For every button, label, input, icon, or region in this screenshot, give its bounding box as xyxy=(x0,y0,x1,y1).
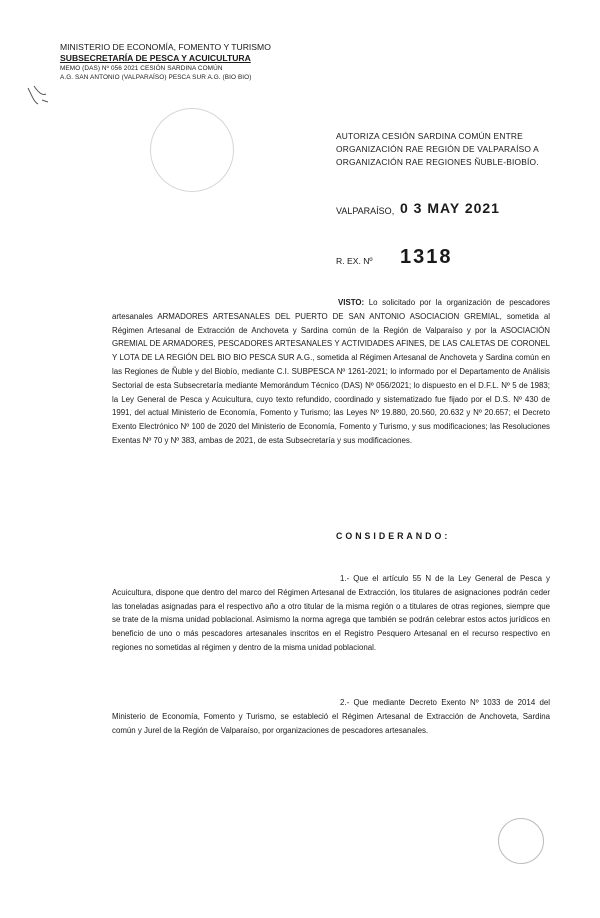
visto-text: Lo solicitado por la organización de pescadores artesanales ARMADORES ARTESANALES DEL PUERTO DE SAN ANTONIO ASOCIACION GREMIAL, sometida al Régimen Artesanal de Extracción de Anchoveta y Sardina común de la Región de Valparaíso y por la ASOCIACIÓN GREMIAL DE ARMADORES, PESCADORES ARTESANALES Y ACTIVIDADES AFINES, DE LAS CALETAS DE CORONEL Y LOTA DE LA REGIÓN DEL BIO BIO PESCA SUR A.G., sometida al Régimen Artesanal de Anchoveta y Sardina común en las Regiones de Ñuble y del Biobío, mediante C.I. SUBPESCA Nº 1261-2021; lo informado por el Departamento de Análisis Sectorial de esta Subsecretaría mediante Memorándum Técnico (DAS) Nº 056/2021; lo dispuesto en el D.F.L. Nº 5 de 1983; la Ley General de Pesca y Acuicultura, cuyo texto refundido, coordinado y sistematizado fue fijado por el D.S. Nº 430 de 1991, del actual Ministerio de Economía, Fomento y Turismo; las Leyes Nº 19.880, 20.560, 20.632 y Nº 20.657; el Decreto Exento Electrónico Nº 100 de 2020 del Ministerio de Economía, Fomento y Turismo, y sus modificaciones; las Resoluciones Exentas Nº 70 y Nº 383, ambas de 2021, de esta Subsecretaría y sus modificaciones. xyxy=(112,298,551,445)
visto-section xyxy=(112,296,550,448)
considerando-heading: CONSIDERANDO: xyxy=(336,531,451,541)
subsecretaria-name: SUBSECRETARÍA DE PESCA Y ACUICULTURA xyxy=(60,53,251,63)
official-seal xyxy=(150,108,234,192)
resolution-number: 1318 xyxy=(400,246,453,268)
letterhead xyxy=(60,42,300,82)
ministry-name: MINISTERIO DE ECONOMÍA, FOMENTO Y TURISMO xyxy=(60,42,271,52)
resolution-number-label: R. EX. Nº xyxy=(336,256,373,266)
resolution-date: 0 3 MAY 2021 xyxy=(400,200,500,216)
organizations-reference: A.G. SAN ANTONIO (VALPARAÍSO) PESCA SUR A.G. (BIO BIO) xyxy=(60,74,252,81)
considerando-paragraph-2 xyxy=(112,696,550,737)
place-label: VALPARAÍSO, xyxy=(336,206,395,216)
memo-reference: MEMO (DAS) Nº 056 2021 CESIÓN SARDINA COMÚN xyxy=(60,65,223,72)
signature-mark xyxy=(24,82,52,108)
paragraph-1-text: 1.- Que el artículo 55 N de la Ley General de Pesca y Acuicultura, dispone que dentro del marco del Régimen Artesanal de Extracción, los titulares de asignaciones podrán ceder las toneladas asignadas para el respectivo año a otro titular de la misma región o a titulares de otras regiones, siempre que se trate de la misma unidad poblacional. Asimismo la norma agrega que también se podrán celebrar estos actos jurídicos en beneficio de uno o más pescadores artesanales inscritos en el Registro Pesquero Artesanal en el recurso respectivo en regiones no sometidas al régimen y dentro de la misma unidad poblacional. xyxy=(112,574,550,652)
resolution-subject: AUTORIZA CESIÓN SARDINA COMÚN ENTRE ORGANIZACIÓN RAE REGIÓN DE VALPARAÍSO A ORGANIZACIÓN RAE REGIONES ÑUBLE-BIOBÍO. xyxy=(336,131,539,167)
page-seal xyxy=(498,818,544,864)
paragraph-2-text: 2.- Que mediante Decreto Exento Nº 1033 de 2014 del Ministerio de Economía, Fomento y Turismo, se estableció el Régimen Artesanal de Extracción de Anchoveta, Sardina común y Jurel de la Región de Valparaíso, por organizaciones de pescadores artesanales. xyxy=(112,698,550,735)
visto-label: VISTO: xyxy=(338,298,365,307)
considerando-paragraph-1 xyxy=(112,572,550,655)
